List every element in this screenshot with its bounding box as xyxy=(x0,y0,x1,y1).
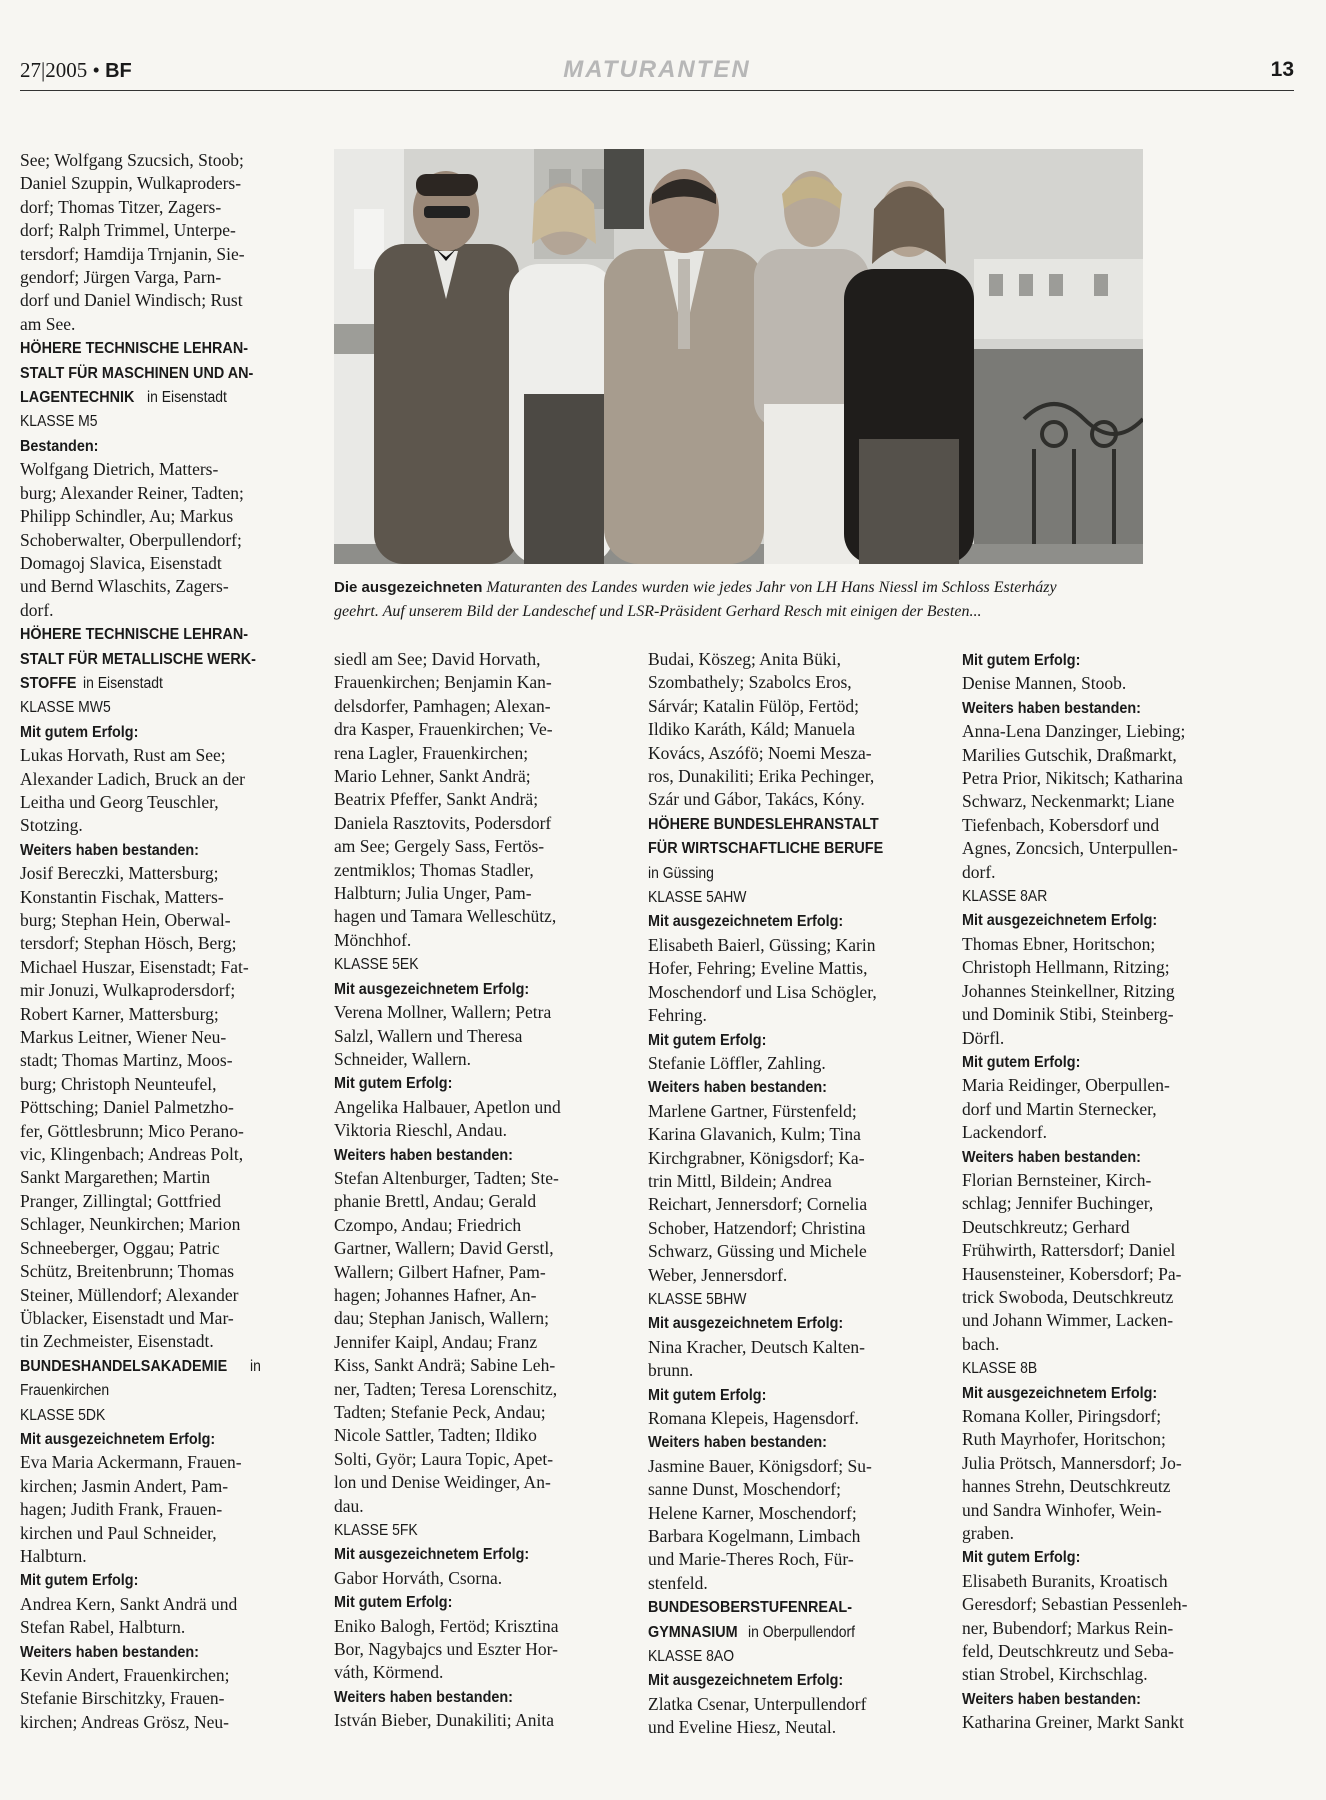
text-line: Anna-Lena Danzinger, Liebing; xyxy=(962,721,1186,742)
text-line: Schwarz, Güssing und Michele xyxy=(648,1241,867,1262)
text-line xyxy=(648,1620,948,1644)
section-heading: LAGENTECHNIK xyxy=(20,389,135,407)
text-line xyxy=(334,1685,634,1709)
school-info: in Güssing xyxy=(648,864,714,882)
text-line: Eva Maria Ackermann, Frauen- xyxy=(20,1452,242,1473)
text-line: Solti, Györ; Laura Topic, Apet- xyxy=(334,1448,554,1469)
text-line xyxy=(334,1590,634,1614)
text-line: Stefanie Birschitzky, Frauen- xyxy=(20,1688,225,1709)
text-line: dorf; Ralph Trimmel, Unterpe- xyxy=(20,220,236,241)
text-line xyxy=(648,1028,948,1052)
text-line: Steiner, Müllendorf; Alexander xyxy=(20,1284,239,1305)
text-line: Moschendorf und Lisa Schögler, xyxy=(648,981,877,1002)
text-line: und Marie-Theres Roch, Für- xyxy=(648,1549,854,1570)
text-line: Kiss, Sankt Andrä; Sabine Leh- xyxy=(334,1355,556,1376)
text-line: Leitha und Georg Teuschler, xyxy=(20,791,219,812)
text-line: Bor, Nagybajcs und Eszter Hor- xyxy=(334,1639,558,1660)
text-line: gendorf; Jürgen Varga, Parn- xyxy=(20,267,222,288)
text-line: Johannes Steinkellner, Ritzing xyxy=(962,980,1175,1001)
text-line: Deutschkreutz; Gerhard xyxy=(962,1216,1130,1237)
section-heading: Weiters haben bestanden: xyxy=(20,841,199,859)
text-line: graben. xyxy=(962,1523,1014,1544)
text-line: Budai, Köszeg; Anita Büki, xyxy=(648,649,841,669)
text-line: Ildiko Karáth, Káld; Manuela xyxy=(648,719,856,740)
text-line: Schwarz, Neckenmarkt; Liane xyxy=(962,791,1175,812)
text-line: am See; Gergely Sass, Fertös- xyxy=(334,836,545,857)
text-line: Julia Prötsch, Mannersdorf; Jo- xyxy=(962,1452,1182,1473)
school-info: KLASSE 8AO xyxy=(648,1648,735,1666)
text-line xyxy=(962,1356,1262,1380)
text-line: Andrea Kern, Sankt Andrä und xyxy=(20,1593,238,1614)
section-heading: HÖHERE BUNDESLEHRANSTALT xyxy=(648,815,879,833)
text-line xyxy=(648,812,948,836)
section-heading: Mit gutem Erfolg: xyxy=(648,1031,767,1049)
caption-line-2: geehrt. Auf unserem Bild der Landeschef und LSR-Präsident Gerhard Resch mit einigen der Besten... xyxy=(334,603,982,620)
text-line: Czompo, Andau; Friedrich xyxy=(334,1214,522,1235)
text-line: Daniela Rasztovits, Podersdorf xyxy=(334,812,552,833)
text-line: Schütz, Breitenbrunn; Thomas xyxy=(20,1261,235,1282)
text-line: Daniel Szuppin, Wulkaproders- xyxy=(20,173,242,194)
section-heading: BUNDESOBERSTUFENREAL- xyxy=(648,1599,853,1617)
caption-line-1 xyxy=(334,576,1234,600)
text-line: Christoph Hellmann, Ritzing; xyxy=(962,957,1170,978)
text-line: Kirchgrabner, Königsdorf; Ka- xyxy=(648,1147,865,1168)
text-line: Nicole Sattler, Tadten; Ildiko xyxy=(334,1425,537,1446)
text-line: stenfeld. xyxy=(648,1572,708,1593)
text-line: ros, Dunakiliti; Erika Pechinger, xyxy=(648,766,875,787)
text-line xyxy=(334,977,634,1001)
text-line xyxy=(20,671,322,695)
text-line xyxy=(962,648,1262,672)
text-line: dorf. xyxy=(20,599,54,620)
text-line: burg; Alexander Reiner, Tadten; xyxy=(20,482,244,503)
page-number: 13 xyxy=(1270,58,1294,81)
section-heading: HÖHERE TECHNISCHE LEHRAN- xyxy=(20,626,249,644)
text-line: hannes Strehn, Deutschkreutz xyxy=(962,1476,1171,1497)
text-line: Kovács, Aszófö; Noemi Mesza- xyxy=(648,742,872,763)
text-line xyxy=(20,336,322,360)
text-line: mir Jonuzi, Wulkaprodersdorf; xyxy=(20,980,236,1001)
text-line: Schneider, Wallern. xyxy=(334,1048,472,1069)
text-line: am See. xyxy=(20,313,76,334)
text-line xyxy=(20,838,322,862)
text-line: See; Wolfgang Szucsich, Stoob; xyxy=(20,150,244,170)
text-line: fer, Göttlesbrunn; Mico Perano- xyxy=(20,1120,244,1141)
text-line: Wallern; Gilbert Hafner, Pam- xyxy=(334,1261,546,1282)
text-line: Sárvár; Katalin Fülöp, Fertöd; xyxy=(648,695,859,716)
text-line: Maria Reidinger, Oberpullen- xyxy=(962,1075,1170,1096)
text-line: Stefan Rabel, Halbturn. xyxy=(20,1617,186,1638)
section-heading: Mit gutem Erfolg: xyxy=(962,1053,1081,1071)
text-line: Florian Bernsteiner, Kirch- xyxy=(962,1169,1152,1190)
text-line: Lackendorf. xyxy=(962,1122,1048,1143)
school-info: KLASSE 8AR xyxy=(962,888,1048,906)
text-line: Petra Prior, Nikitsch; Katharina xyxy=(962,768,1183,789)
section-heading: Mit gutem Erfolg: xyxy=(20,723,139,741)
section-heading: Mit ausgezeichnetem Erfolg: xyxy=(648,913,844,931)
text-column-1 xyxy=(20,149,322,1734)
text-line: bach. xyxy=(962,1333,1000,1354)
section-heading: Mit gutem Erfolg: xyxy=(20,1572,139,1590)
text-line xyxy=(962,1545,1262,1569)
text-line: Jennifer Kaipl, Andau; Franz xyxy=(334,1331,538,1352)
text-line: siedl am See; David Horvath, xyxy=(334,649,541,669)
text-line: Michael Huszar, Eisenstadt; Fat- xyxy=(20,956,249,977)
text-line: kirchen; Jasmin Andert, Pam- xyxy=(20,1475,229,1496)
text-line: schlag; Jennifer Buchinger, xyxy=(962,1193,1154,1214)
section-heading: Mit ausgezeichnetem Erfolg: xyxy=(334,980,530,998)
text-line: und Johann Wimmer, Lacken- xyxy=(962,1310,1174,1331)
text-line: burg; Stephan Hein, Oberwal- xyxy=(20,910,231,930)
text-line: ner, Tadten; Teresa Lorenschitz, xyxy=(334,1378,558,1399)
text-line: feld, Deutschkreutz und Seba- xyxy=(962,1641,1174,1662)
text-line xyxy=(962,1050,1262,1074)
text-line: Salzl, Wallern und Theresa xyxy=(334,1025,523,1046)
text-line: tin Zechmeister, Eisenstadt. xyxy=(20,1331,214,1352)
text-line xyxy=(20,409,322,433)
section-heading: FÜR WIRTSCHAFTLICHE BERUFE xyxy=(648,840,884,858)
section-heading: Weiters haben bestanden: xyxy=(962,1690,1141,1708)
text-line: István Bieber, Dunakiliti; Anita xyxy=(334,1710,554,1731)
text-line xyxy=(648,885,948,909)
text-line: Philipp Schindler, Au; Markus xyxy=(20,506,234,527)
text-line xyxy=(334,952,634,976)
section-heading: Weiters haben bestanden: xyxy=(962,1148,1141,1166)
text-line xyxy=(334,1143,634,1167)
text-line: Tadten; Stefanie Peck, Andau; xyxy=(334,1402,546,1422)
text-line: Sankt Margarethen; Martin xyxy=(20,1167,211,1188)
text-line xyxy=(962,1687,1262,1711)
section-heading: Mit gutem Erfolg: xyxy=(962,652,1081,669)
text-line xyxy=(20,720,322,744)
text-line: hagen und Tamara Welleschütz, xyxy=(334,906,557,927)
school-info: KLASSE 5AHW xyxy=(648,889,747,907)
school-info: in Eisenstadt xyxy=(82,674,163,692)
section-heading: Weiters haben bestanden: xyxy=(334,1146,513,1164)
text-line: Geresdorf; Sebastian Pessenleh- xyxy=(962,1594,1188,1615)
section-heading: Bestanden: xyxy=(20,437,99,455)
text-line: hagen; Judith Frank, Frauen- xyxy=(20,1499,223,1520)
text-line: tersdorf; Hamdija Trnjanin, Sie- xyxy=(20,243,245,264)
text-line: kirchen und Paul Schneider, xyxy=(20,1522,217,1543)
text-line xyxy=(962,1381,1262,1405)
section-heading: STALT FÜR MASCHINEN UND AN- xyxy=(20,364,254,382)
section-heading: Weiters haben bestanden: xyxy=(648,1434,827,1452)
text-line xyxy=(20,1568,322,1592)
text-line: Viktoria Rieschl, Andau. xyxy=(334,1120,507,1141)
text-line xyxy=(20,1640,322,1664)
section-heading: Weiters haben bestanden: xyxy=(962,699,1141,717)
text-line: und Bernd Wlaschits, Zagers- xyxy=(20,576,229,597)
text-line: Marlene Gartner, Fürstenfeld; xyxy=(648,1100,857,1121)
text-line: Elisabeth Baierl, Güssing; Karin xyxy=(648,934,876,955)
text-line: Szár und Gábor, Takács, Kóny. xyxy=(648,789,865,810)
text-line: Nina Kracher, Deutsch Kalten- xyxy=(648,1336,865,1357)
text-line: dau. xyxy=(334,1495,364,1516)
text-line xyxy=(648,1311,948,1335)
text-line: Reichart, Jennersdorf; Cornelia xyxy=(648,1194,868,1215)
text-line: Gabor Horváth, Csorna. xyxy=(334,1567,503,1588)
text-line: Schlager, Neunkirchen; Marion xyxy=(20,1214,241,1235)
section-heading: Mit gutem Erfolg: xyxy=(962,1549,1081,1567)
school-info: KLASSE 5FK xyxy=(334,1522,418,1540)
text-line: Denise Mannen, Stoob. xyxy=(962,673,1127,694)
text-line: Halbturn. xyxy=(20,1545,87,1566)
text-line: stian Strobel, Kirchschlag. xyxy=(962,1664,1148,1685)
text-line: lon und Denise Weidinger, An- xyxy=(334,1472,551,1493)
text-column-4 xyxy=(962,648,1262,1735)
text-line xyxy=(648,836,948,860)
text-line: brunn. xyxy=(648,1360,694,1381)
text-line: dorf. xyxy=(962,861,996,882)
text-line: Stefan Altenburger, Tadten; Ste- xyxy=(334,1167,559,1188)
caption-lead: Die ausgezeichneten xyxy=(334,579,483,596)
text-line: Romana Koller, Piringsdorf; xyxy=(962,1406,1162,1426)
school-info: KLASSE MW5 xyxy=(20,699,111,717)
text-line: Verena Mollner, Wallern; Petra xyxy=(334,1002,552,1023)
text-line xyxy=(20,385,322,409)
text-line: Üblacker, Eisenstadt und Mar- xyxy=(20,1307,234,1328)
text-line xyxy=(962,884,1262,908)
school-info: KLASSE M5 xyxy=(20,413,98,431)
text-line: sanne Dunst, Moschendorf; xyxy=(648,1479,841,1500)
text-line: Elisabeth Buranits, Kroatisch xyxy=(962,1570,1168,1591)
caption-line-1-text: Maturanten des Landes wurden wie jedes Jahr von LH Hans Niessl im Schloss Esterházy xyxy=(486,579,1057,596)
section-heading: Mit ausgezeichnetem Erfolg: xyxy=(962,1384,1158,1402)
section-heading: BUNDESHANDELSAKADEMIE xyxy=(20,1357,228,1375)
text-line: Schober, Hatzendorf; Christina xyxy=(648,1217,866,1238)
text-line: dorf und Martin Sternecker, xyxy=(962,1098,1157,1119)
text-line: Josif Bereczki, Mattersburg; xyxy=(20,863,219,884)
text-line: Ruth Mayrhofer, Horitschon; xyxy=(962,1429,1166,1450)
section-heading: Mit ausgezeichnetem Erfolg: xyxy=(20,1430,216,1448)
text-line xyxy=(20,1378,322,1402)
section-heading: Mit ausgezeichnetem Erfolg: xyxy=(648,1315,844,1333)
text-line xyxy=(20,434,322,458)
school-info: KLASSE 8B xyxy=(962,1360,1038,1378)
text-line: delsdorfer, Pamhagen; Alexan- xyxy=(334,695,551,716)
school-info: Frauenkirchen xyxy=(20,1382,110,1400)
text-line xyxy=(648,1595,948,1619)
text-line: Schoberwalter, Oberpullendorf; xyxy=(20,529,242,550)
publication-name: BF xyxy=(105,60,132,82)
text-line: Robert Karner, Mattersburg; xyxy=(20,1003,219,1024)
text-line xyxy=(20,1427,322,1451)
text-line: Marilies Gutschik, Draßmarkt, xyxy=(962,744,1177,765)
text-line: Schneeberger, Oggau; Patric xyxy=(20,1237,220,1258)
text-line xyxy=(962,696,1262,720)
text-line: trin Mittl, Bildein; Andrea xyxy=(648,1170,832,1191)
section-heading: Mit ausgezeichnetem Erfolg: xyxy=(334,1546,530,1564)
page-header xyxy=(20,56,1294,91)
text-line: Pöttsching; Daniel Palmetzho- xyxy=(20,1097,234,1118)
school-info: KLASSE 5BHW xyxy=(648,1290,747,1308)
text-line: Halbturn; Julia Unger, Pam- xyxy=(334,883,532,904)
text-line: Wolfgang Dietrich, Matters- xyxy=(20,459,219,480)
text-line: Dörfl. xyxy=(962,1027,1005,1048)
text-line xyxy=(648,1644,948,1668)
text-line: stadt; Thomas Martinz, Moos- xyxy=(20,1050,233,1071)
school-info: in xyxy=(250,1357,262,1375)
text-line xyxy=(962,908,1262,932)
text-line xyxy=(20,361,322,385)
text-line: Thomas Ebner, Horitschon; xyxy=(962,933,1156,954)
section-heading: Weiters haben bestanden: xyxy=(334,1688,513,1706)
group-photo xyxy=(334,149,1143,564)
text-line xyxy=(648,1383,948,1407)
text-line: kirchen; Andreas Grösz, Neu- xyxy=(20,1711,229,1732)
section-heading: STALT FÜR METALLISCHE WERK- xyxy=(20,650,256,668)
text-line: Katharina Greiner, Markt Sankt xyxy=(962,1712,1184,1733)
text-line: Domagoj Slavica, Eisenstadt xyxy=(20,552,222,573)
text-line: dra Kasper, Frauenkirchen; Ve- xyxy=(334,719,553,740)
text-column-3 xyxy=(648,648,948,1740)
text-line: phanie Brettl, Andau; Gerald xyxy=(334,1191,537,1212)
section-title: MATURANTEN xyxy=(563,56,751,83)
text-line: Konstantin Fischak, Matters- xyxy=(20,886,224,907)
text-line: und Dominik Stibi, Steinberg- xyxy=(962,1004,1174,1025)
text-column-2 xyxy=(334,648,634,1733)
section-heading: Weiters haben bestanden: xyxy=(648,1079,827,1097)
text-line: trick Swoboda, Deutschkreutz xyxy=(962,1286,1174,1307)
text-line: Hausensteiner, Kobersdorf; Pa- xyxy=(962,1263,1182,1284)
text-line: Karina Glavanich, Kulm; Tina xyxy=(648,1124,861,1145)
section-heading: Mit ausgezeichnetem Erfolg: xyxy=(648,1672,844,1690)
text-line: und Eveline Hiesz, Neutal. xyxy=(648,1717,837,1738)
school-info: in Oberpullendorf xyxy=(747,1623,855,1641)
text-line: Stefanie Löffler, Zahling. xyxy=(648,1052,826,1073)
text-line: dau; Stephan Janisch, Wallern; xyxy=(334,1308,550,1329)
text-line: Barbara Kogelmann, Limbach xyxy=(648,1526,861,1547)
text-line: Helene Karner, Moschendorf; xyxy=(648,1502,857,1523)
section-heading: GYMNASIUM xyxy=(648,1623,738,1641)
text-line: dorf; Thomas Titzer, Zagers- xyxy=(20,196,222,217)
text-line: Alexander Ladich, Bruck an der xyxy=(20,768,245,789)
text-line: Romana Klepeis, Hagensdorf. xyxy=(648,1408,859,1428)
text-line: Fehring. xyxy=(648,1005,707,1026)
text-line: Mönchhof. xyxy=(334,929,412,950)
text-line xyxy=(648,1075,948,1099)
text-line: Pranger, Zillingtal; Gottfried xyxy=(20,1190,221,1211)
section-heading: Mit gutem Erfolg: xyxy=(648,1386,767,1404)
text-line xyxy=(20,1354,322,1378)
text-line xyxy=(20,1403,322,1427)
text-line: Stotzing. xyxy=(20,815,83,836)
text-line: hagen; Johannes Hafner, An- xyxy=(334,1284,537,1305)
text-line: vic, Klingenbach; Andreas Polt, xyxy=(20,1144,244,1165)
text-line: dorf und Daniel Windisch; Rust xyxy=(20,290,243,311)
text-line xyxy=(334,1542,634,1566)
text-line: Weber, Jennersdorf. xyxy=(648,1264,788,1285)
text-line: Kevin Andert, Frauenkirchen; xyxy=(20,1665,230,1685)
text-line: Frühwirth, Rattersdorf; Daniel xyxy=(962,1240,1176,1261)
text-line xyxy=(20,647,322,671)
text-line: Agnes, Zoncsich, Unterpullen- xyxy=(962,838,1178,859)
section-heading: HÖHERE TECHNISCHE LEHRAN- xyxy=(20,340,249,358)
text-line: Eniko Balogh, Fertöd; Krisztina xyxy=(334,1615,559,1636)
text-line xyxy=(648,861,948,885)
text-line: Hofer, Fehring; Eveline Mattis, xyxy=(648,958,868,979)
text-line: und Sandra Winhofer, Wein- xyxy=(962,1499,1162,1520)
text-line: Szombathely; Szabolcs Eros, xyxy=(648,672,852,693)
text-line: Beatrix Pfeffer, Sankt Andrä; xyxy=(334,789,539,810)
text-line: Tiefenbach, Kobersdorf und xyxy=(962,814,1160,835)
text-line xyxy=(648,1430,948,1454)
section-heading: Mit gutem Erfolg: xyxy=(334,1594,453,1612)
photo-caption xyxy=(334,576,1234,624)
text-line xyxy=(20,695,322,719)
text-line xyxy=(962,1145,1262,1169)
section-heading: STOFFE xyxy=(20,674,77,692)
text-line xyxy=(648,1668,948,1692)
text-line: Angelika Halbauer, Apetlon und xyxy=(334,1096,561,1117)
issue-number: 27|2005 • xyxy=(20,58,100,82)
section-heading: Mit ausgezeichnetem Erfolg: xyxy=(962,912,1158,930)
text-line: Zlatka Csenar, Unterpullendorf xyxy=(648,1693,867,1714)
text-line: Mario Lehner, Sankt Andrä; xyxy=(334,766,531,787)
text-line: Markus Leitner, Wiener Neu- xyxy=(20,1027,227,1048)
text-line: Jasmine Bauer, Königsdorf; Su- xyxy=(648,1455,872,1476)
text-line xyxy=(20,622,322,646)
school-info: KLASSE 5DK xyxy=(20,1406,106,1424)
text-line: Lukas Horvath, Rust am See; xyxy=(20,745,226,766)
text-line: burg; Christoph Neunteufel, xyxy=(20,1073,217,1094)
section-heading: Mit gutem Erfolg: xyxy=(334,1075,453,1093)
text-line: Frauenkirchen; Benjamin Kan- xyxy=(334,672,552,693)
text-line xyxy=(334,1518,634,1542)
text-line xyxy=(648,909,948,933)
school-info: KLASSE 5EK xyxy=(334,956,419,974)
text-line: zentmiklos; Thomas Stadler, xyxy=(334,859,534,880)
section-heading: Weiters haben bestanden: xyxy=(20,1643,199,1661)
school-info: in Eisenstadt xyxy=(147,389,227,407)
text-line: tersdorf; Stephan Hösch, Berg; xyxy=(20,933,237,954)
text-line xyxy=(334,1071,634,1095)
text-line: váth, Körmend. xyxy=(334,1662,444,1683)
text-line: ner, Bubendorf; Markus Rein- xyxy=(962,1617,1174,1638)
text-line: Gartner, Wallern; David Gerstl, xyxy=(334,1238,554,1259)
text-line xyxy=(648,1287,948,1311)
text-line: rena Lagler, Frauenkirchen; xyxy=(334,742,529,763)
